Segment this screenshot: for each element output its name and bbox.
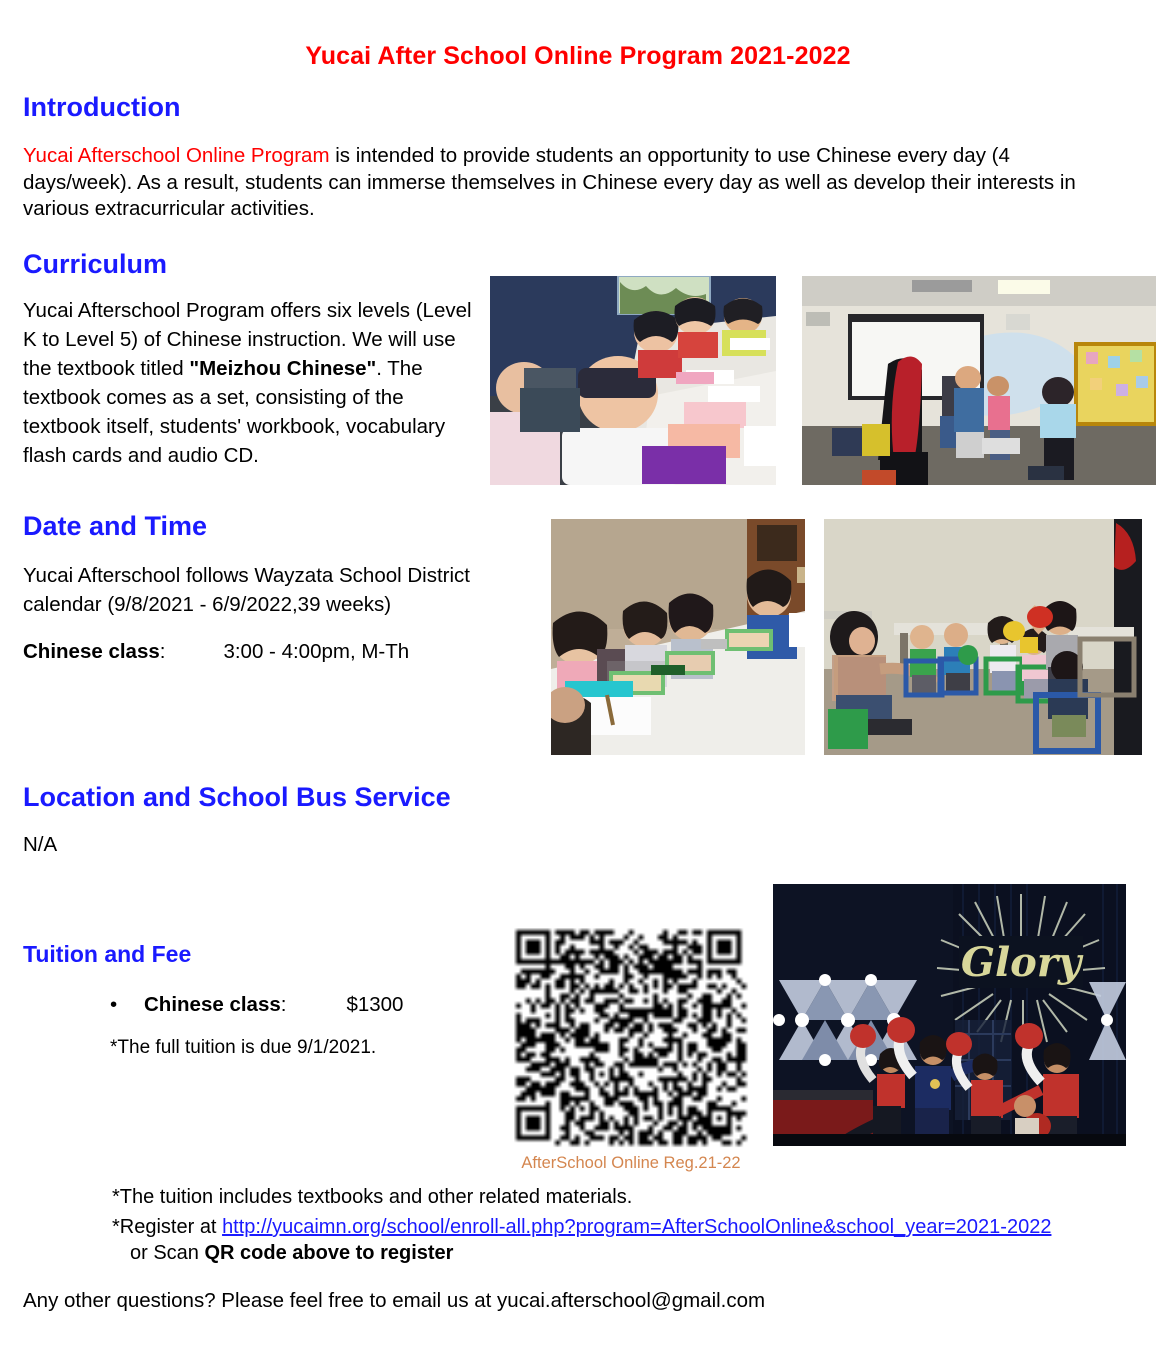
introduction-body: is intended to provide students an opportunity to use Chinese every day (4 days/week). As a result, students can immerse themselves in Chinese every day as well as develop their interests in various extracurricular activities.	[23, 144, 1076, 220]
introduction-paragraph	[23, 143, 1123, 223]
class-time-row	[23, 639, 543, 666]
svg-text:Glory: Glory	[960, 939, 1082, 986]
section-heading-tuition: Tuition and Fee	[23, 941, 192, 967]
curriculum-text-part1: Yucai Afterschool Program offers six levels (Level K to Level 5) of Chinese instruction. We will use the textbook titled	[23, 299, 472, 380]
note-register-prefix: *Register at	[112, 1216, 223, 1238]
bullet-dot-icon: •	[110, 993, 118, 1016]
teacher-circle-photo	[824, 519, 1142, 755]
class-time-value: 3:00 - 4:00pm, M-Th	[223, 640, 410, 663]
glory-performance-photo	[773, 884, 1126, 1146]
curriculum-paragraph	[23, 296, 485, 470]
tuition-bullet-colon: :	[280, 993, 287, 1016]
class-time-label: Chinese class	[23, 640, 160, 663]
introduction-highlight: Yucai Afterschool Online Program	[23, 144, 330, 167]
curriculum-text-part2: . The textbook comes as a set, consisting of the textbook itself, students' workbook, vocabulary flash cards and audio CD.	[23, 357, 446, 467]
date-calendar-text: Yucai Afterschool follows Wayzata School District calendar (9/8/2021 - 6/9/2022,39 weeks)	[23, 564, 471, 616]
note-scan-line	[130, 1240, 453, 1266]
note-tuition-includes: *The tuition includes textbooks and other related materials.	[112, 1186, 633, 1208]
section-heading-location: Location and School Bus Service	[23, 782, 451, 812]
note-scan-prefix: or Scan	[130, 1242, 205, 1264]
qr-code-caption: AfterSchool Online Reg.21-22	[521, 1154, 741, 1172]
registration-qr-code[interactable]	[511, 925, 751, 1150]
tuition-bullet-item	[110, 993, 403, 1017]
location-value: N/A	[23, 833, 58, 856]
registration-link[interactable]: http://yucaimn.org/school/enroll-all.php?program=AfterSchoolOnline&school_year=2021-2022	[222, 1216, 1052, 1238]
classroom-activity-photo	[802, 276, 1156, 485]
tuition-due-note: *The full tuition is due 9/1/2021.	[110, 1037, 377, 1058]
children-writing-photo	[551, 519, 805, 755]
page-title: Yucai After School Online Program 2021-2022	[305, 42, 851, 70]
class-time-colon: :	[159, 640, 166, 663]
tuition-bullet-label: Chinese class	[144, 993, 281, 1016]
note-register-line	[112, 1214, 1051, 1240]
section-heading-curriculum: Curriculum	[23, 249, 168, 279]
tuition-bullet-amount: $1300	[346, 993, 404, 1016]
students-at-table-photo	[490, 276, 776, 485]
contact-line: Any other questions? Please feel free to email us at yucai.afterschool@gmail.com	[23, 1289, 766, 1312]
curriculum-textbook-title: "Meizhou Chinese"	[189, 357, 377, 380]
note-scan-bold: QR code above to register	[204, 1242, 454, 1264]
section-heading-introduction: Introduction	[23, 92, 181, 122]
section-heading-date-and-time: Date and Time	[23, 511, 208, 541]
